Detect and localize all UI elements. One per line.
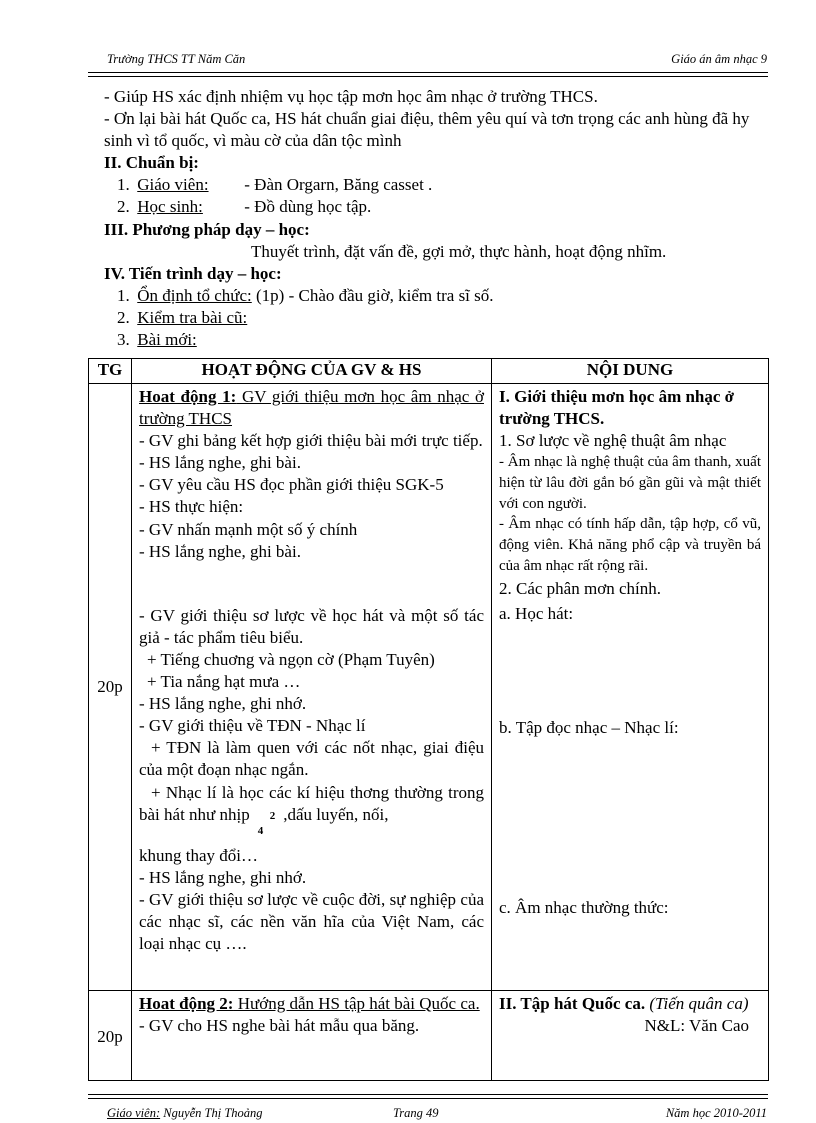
activity-line: + Tia nắng hạt mưa … (147, 672, 301, 692)
prep-teacher-label: Giáo viên: (137, 175, 209, 195)
activity-line: + Nhạc lí là học các kí hiệu thơng thường trong bài hát như nhịp 2 4,dấu luyến, nối, (139, 782, 484, 837)
process-step-2: 2. Kiểm tra bài cũ: (117, 307, 248, 327)
activity-line: - HS lắng nghe, ghi bài. (139, 541, 301, 561)
prep-teacher-text: - Đàn Orgarn, Băng casset . (244, 175, 433, 195)
school-name: Trường THCS TT Năm Căn (107, 52, 246, 66)
col-header-content: NỘI DUNG (492, 359, 769, 384)
footer-year: Năm học 2010-2011 (665, 1106, 767, 1120)
activity-title: Hoat động 2: Hướng dẫn HS tập hát bài Quốc ca. (139, 994, 480, 1013)
content-cell (492, 991, 769, 1081)
activity-line: - GV giới thiệu sơ lược về cuộc đời, sự nghiệp của các nhạc sĩ, các nền văn hĩa của Việt Nam, các loại nhạc cụ …. (139, 889, 484, 953)
activity-line: - HS lắng nghe, ghi nhớ. (139, 694, 307, 714)
content-paragraph: - Âm nhạc là nghệ thuật của âm thanh, xuất hiện từ lâu đời gắn bó gần gũi và mật thiết với con người. (499, 454, 761, 512)
process-step-3: 3. Bài mới: (117, 330, 197, 350)
activity-line: - GV yêu cầu HS đọc phần giới thiệu SGK-5 (139, 475, 444, 495)
header-rule (88, 72, 768, 73)
activity-cell (132, 991, 492, 1081)
subject-title: Giáo án âm nhạc 9 (671, 52, 767, 66)
activity-cell (132, 384, 492, 991)
content-subheading: 1. Sơ lược về nghệ thuật âm nhạc (499, 431, 727, 451)
content-heading: I. Giới thiệu mơn học âm nhạc ở trường THCS. (499, 387, 735, 429)
lesson-table (88, 358, 769, 1081)
prep-student: 2. Học sinh: - Đồ dùng học tập. (117, 197, 372, 217)
time-signature: 2 4 (257, 809, 276, 837)
content-item: c. Âm nhạc thường thức: (499, 897, 669, 917)
content-paragraph: - Âm nhạc có tính hấp dẫn, tập hợp, cổ vũ, động viên. Khả năng phổ cập và truyền bá của âm nhạc rất rộng rãi. (499, 516, 761, 574)
methods-heading: III. Phương pháp dạy – học: (104, 219, 310, 239)
activity-line: - HS lắng nghe, ghi bài. (139, 453, 301, 473)
col-header-activity: HOẠT ĐỘNG CỦA GV & HS (132, 359, 492, 384)
footer-rule (88, 1098, 768, 1099)
prep-student-label: Học sinh: (137, 197, 203, 217)
col-header-time: TG (89, 359, 132, 384)
footer-teacher: Giáo viên: Nguyễn Thị Thoảng (107, 1106, 263, 1120)
row-time: 20p (89, 991, 132, 1081)
activity-line: + Tiếng chuơng và ngọn cờ (Phạm Tuyên) (147, 649, 435, 669)
content-heading: II. Tập hát Quốc ca. (Tiến quân ca) (499, 994, 749, 1013)
prep-teacher: 1. Giáo viên: - Đàn Orgarn, Băng casset . (117, 175, 433, 195)
activity-title: Hoat động 1: GV giới thiệu mơn học âm nhạc ở trường THCS (139, 387, 484, 429)
activity-line: + TĐN là làm quen với các nốt nhạc, giai điệu của một đoạn nhạc ngắn. (139, 738, 484, 780)
footer-page: Trang 49 (393, 1106, 439, 1120)
song-author: N&L: Văn Cao (644, 1016, 749, 1036)
footer-rule-thin (88, 1094, 768, 1095)
activity-line: - GV ghi bảng kết hợp giới thiệu bài mới trực tiếp. (139, 431, 483, 451)
content-subheading: 2. Các phân mơn chính. (499, 579, 661, 599)
activity-line: - HS lắng nghe, ghi nhớ. (139, 867, 307, 887)
process-step-1: 1. Ổn định tổ chức: (1p) - Chào đầu giờ, kiểm tra sĩ số. (117, 285, 494, 305)
activity-line: khung thay đổi… (139, 845, 258, 865)
methods-text: Thuyết trình, đặt vấn đề, gợi mở, thực hành, hoạt động nhĩm. (251, 241, 667, 261)
activity-line: - GV nhấn mạnh một số ý chính (139, 519, 358, 539)
activity-line: - GV cho HS nghe bài hát mẫu qua băng. (139, 1016, 420, 1036)
row-time: 20p (89, 384, 132, 991)
process-heading: IV. Tiến trình dạy – học: (104, 263, 282, 283)
objective-line: - Giúp HS xác định nhiệm vụ học tập mơn học âm nhạc ở trường THCS. (104, 87, 598, 106)
table-row (89, 384, 769, 991)
activity-line: - GV giới thiệu về TĐN - Nhạc lí (139, 716, 366, 736)
content-item: b. Tập đọc nhạc – Nhạc lí: (499, 717, 679, 737)
prep-student-text: - Đồ dùng học tập. (244, 197, 372, 217)
activity-line: - HS thực hiện: (139, 497, 244, 517)
table-row (89, 991, 769, 1081)
activity-line: - GV giới thiệu sơ lược về học hát và một số tác giả - tác phẩm tiêu biểu. (139, 605, 484, 647)
table-header-row (89, 359, 769, 384)
prep-heading: II. Chuẩn bị: (104, 153, 199, 173)
content-cell (492, 384, 769, 991)
header-rule-thin (88, 76, 768, 77)
lesson-intro (104, 86, 764, 351)
objective-line: - Ơn lại bài hát Quốc ca, HS hát chuẩn giai điệu, thêm yêu quí và tơn trọng các anh hùng đã hy sinh vì tổ quốc, vì màu cờ của dân tộc mình (104, 109, 750, 151)
content-item: a. Học hát: (499, 603, 574, 623)
